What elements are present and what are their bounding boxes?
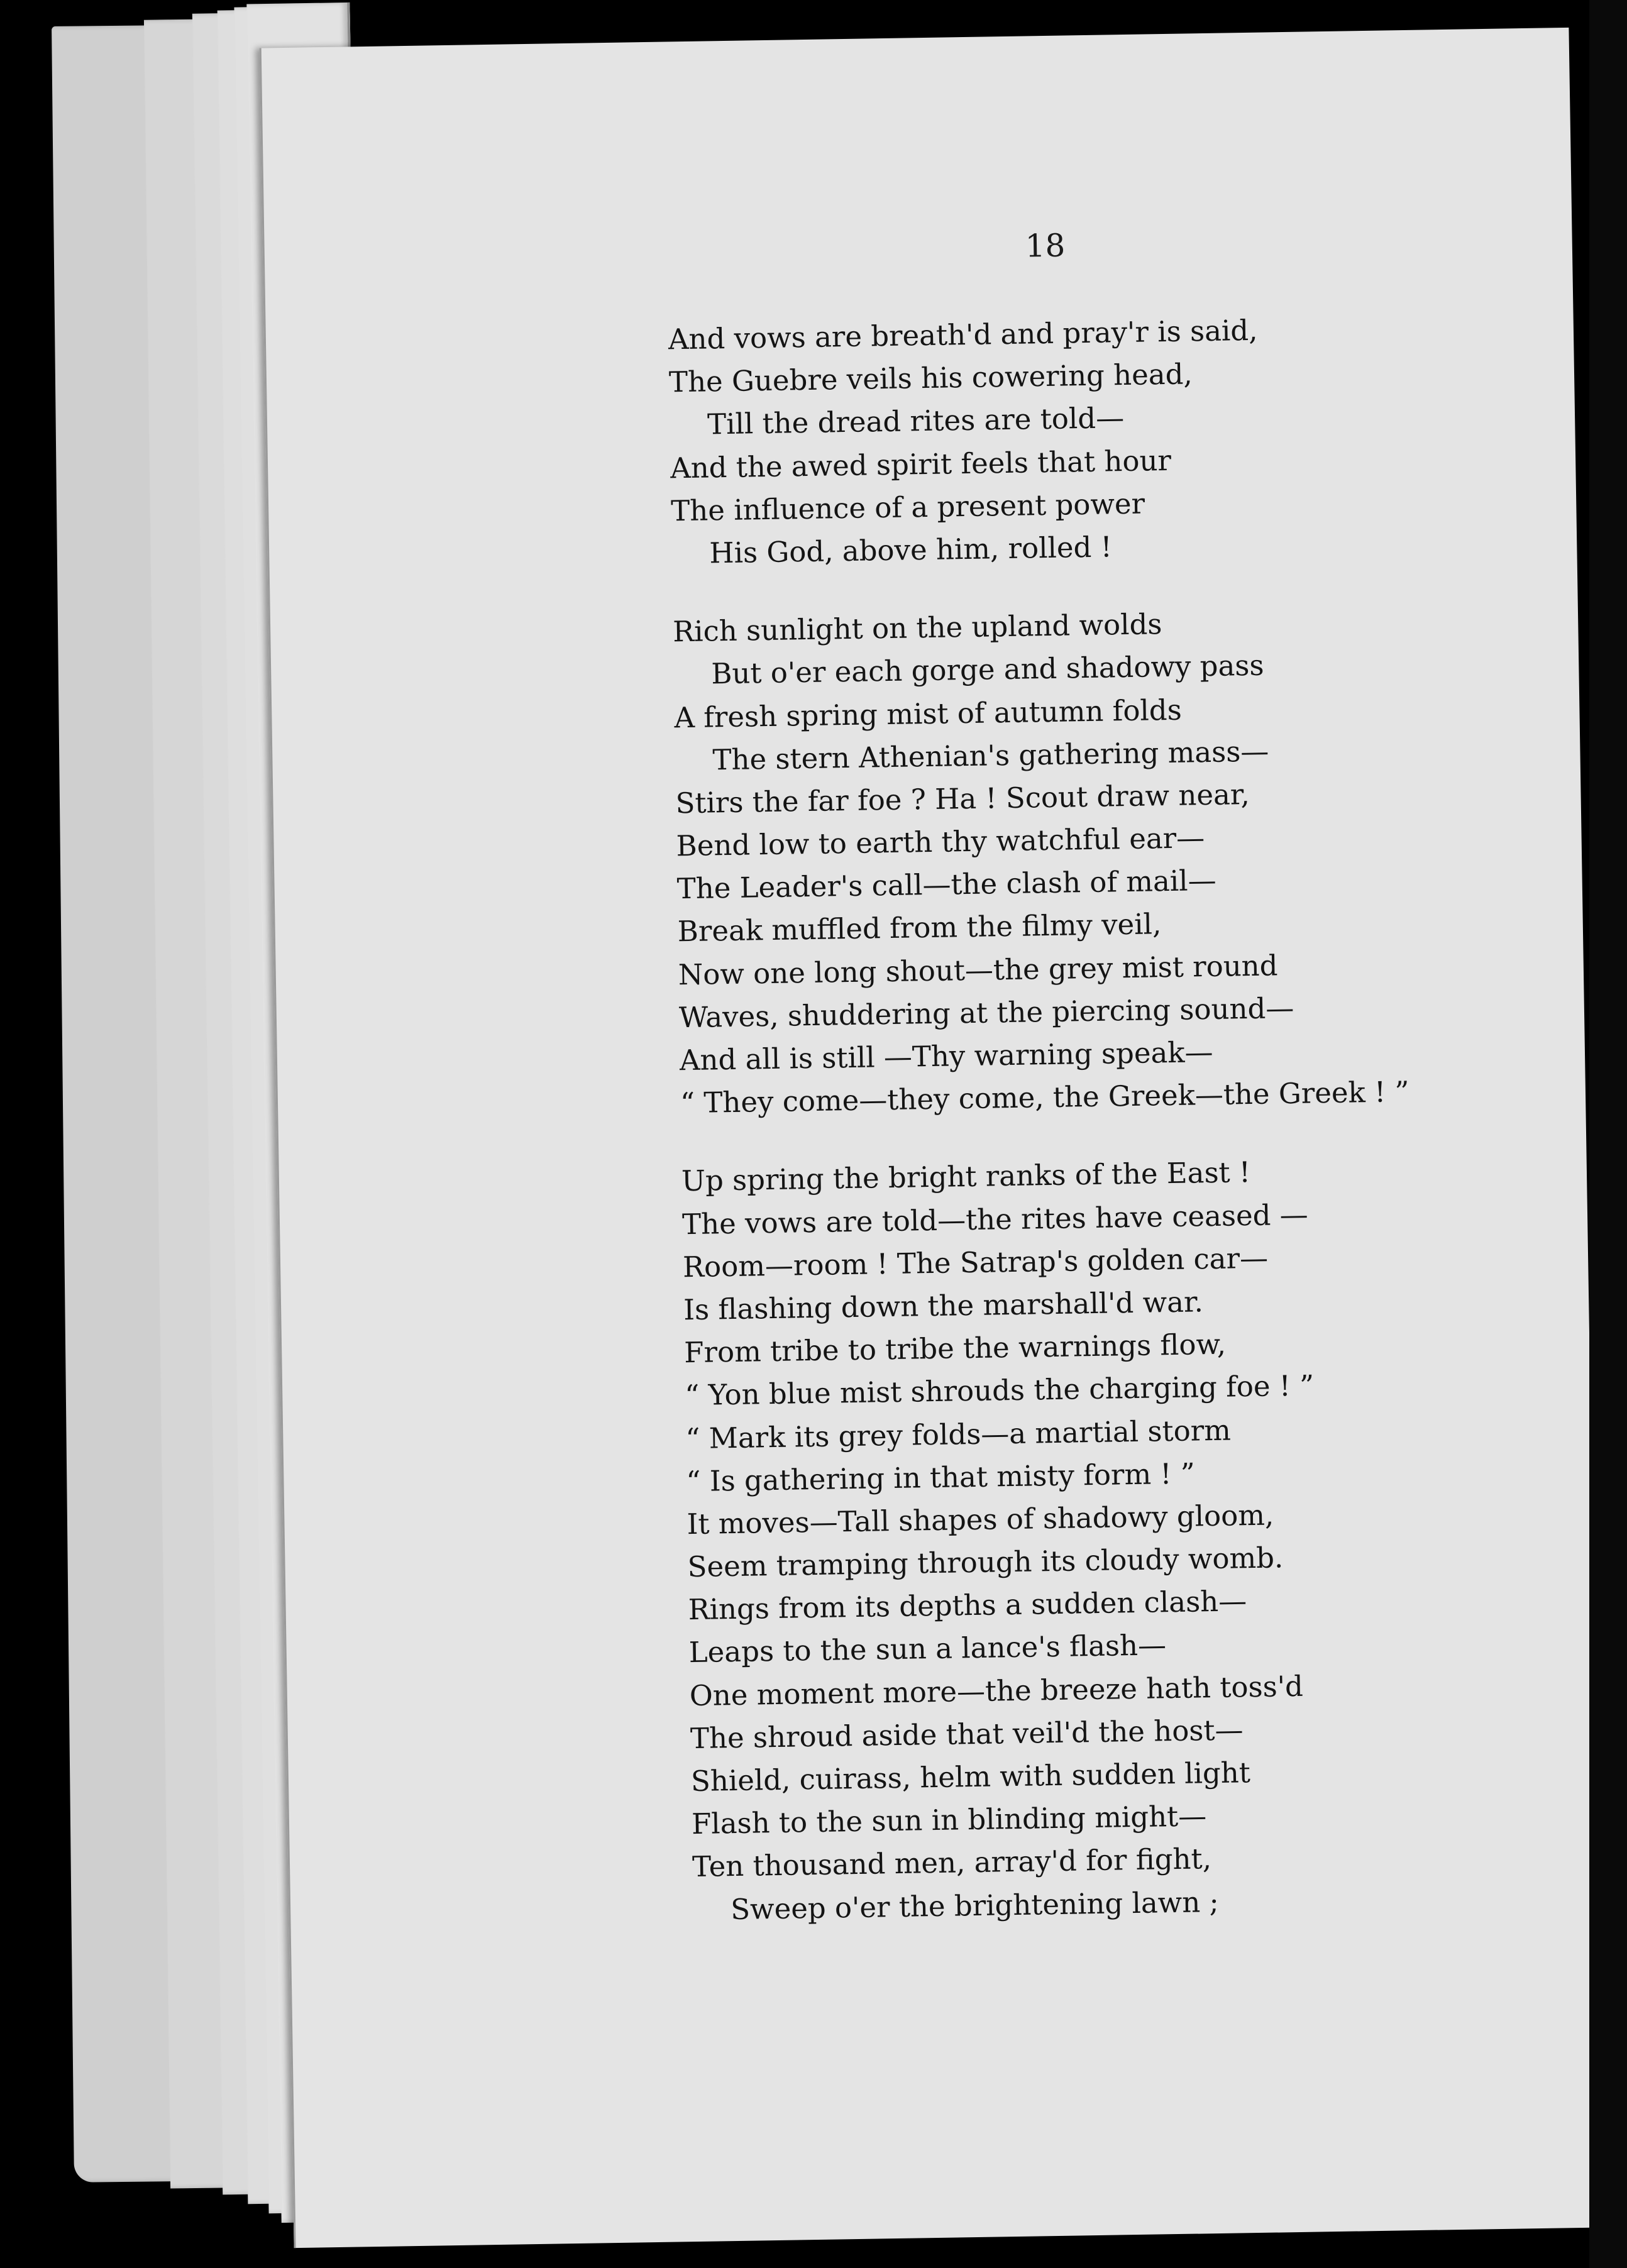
poem-line: The influence of a present power xyxy=(670,487,1145,528)
poem-line: Is flashing down the marshall'd war. xyxy=(683,1285,1204,1327)
poem-line: It moves—Tall shapes of shadowy gloom, xyxy=(687,1498,1274,1541)
scan-border xyxy=(1589,0,1627,2268)
poem-line: The Guebre veils his cowering head, xyxy=(668,357,1193,399)
poem-line: From tribe to tribe the warnings flow, xyxy=(683,1327,1227,1370)
poem-line: Rich sunlight on the upland wolds xyxy=(672,607,1162,649)
poem-line: Leaps to the sun a lance's flash— xyxy=(688,1628,1167,1670)
poem-line: One moment more—the breeze hath toss'd xyxy=(689,1669,1304,1712)
poem-line: Shield, cuirass, helm with sudden light xyxy=(690,1756,1251,1798)
poem-line: Stirs the far foe ? Ha ! Scout draw near, xyxy=(675,777,1250,820)
stanza xyxy=(681,1147,1574,1932)
poem-line: Room—room ! The Satrap's golden car— xyxy=(682,1241,1269,1284)
poem-text xyxy=(668,304,1573,1931)
stanza xyxy=(668,304,1552,575)
poem-line: Sweep o'er the brightening lawn ; xyxy=(730,1885,1220,1926)
poem-line: The shroud aside that veil'd the host— xyxy=(690,1713,1244,1755)
poem-line: His God, above him, rolled ! xyxy=(709,530,1113,570)
poem-line: Flash to the sun in blinding might— xyxy=(691,1799,1207,1841)
stanza xyxy=(673,597,1561,1125)
poem-line: Ten thousand men, array'd for fight, xyxy=(692,1842,1212,1884)
poem-line: Rings from its depths a sudden clash— xyxy=(688,1584,1247,1627)
poem-line: Till the dread rites are told— xyxy=(707,401,1125,441)
poem-line: Now one long shout—the grey mist round xyxy=(678,948,1278,991)
poem-line: And the awed spirit feels that hour xyxy=(670,443,1172,485)
poem-line: Up spring the bright ranks of the East ! xyxy=(681,1155,1251,1198)
poem-line: “ Mark its grey folds—a martial storm xyxy=(685,1413,1232,1455)
poem-line: “ They come—they come, the Greek—the Greek ! ” xyxy=(680,1075,1409,1120)
poem-line: A fresh spring mist of autumn folds xyxy=(674,693,1183,734)
poem-line: The stern Athenian's gathering mass— xyxy=(712,734,1269,777)
poem-line: The vows are told—the rites have ceased — xyxy=(681,1197,1309,1241)
poem-line: “ Yon blue mist shrouds the charging foe ! ” xyxy=(684,1368,1315,1412)
poem-line: Seem tramping through its cloudy womb. xyxy=(687,1541,1284,1584)
poem-line: “ Is gathering in that misty form ! ” xyxy=(686,1456,1196,1498)
poem-line: Break muffled from the filmy veil, xyxy=(677,907,1162,949)
poem-line: Bend low to earth thy watchful ear— xyxy=(676,821,1205,863)
poem-line: Waves, shuddering at the piercing sound— xyxy=(678,991,1294,1035)
book-page xyxy=(260,28,1604,2248)
page-number: 18 xyxy=(1025,227,1066,265)
poem-line: The Leader's call—the clash of mail— xyxy=(676,864,1216,906)
poem-line: But o'er each gorge and shadowy pass xyxy=(710,648,1264,691)
poem-line: And vows are breath'd and pray'r is said, xyxy=(668,313,1258,356)
poem-line: And all is still —Thy warning speak— xyxy=(679,1035,1213,1077)
